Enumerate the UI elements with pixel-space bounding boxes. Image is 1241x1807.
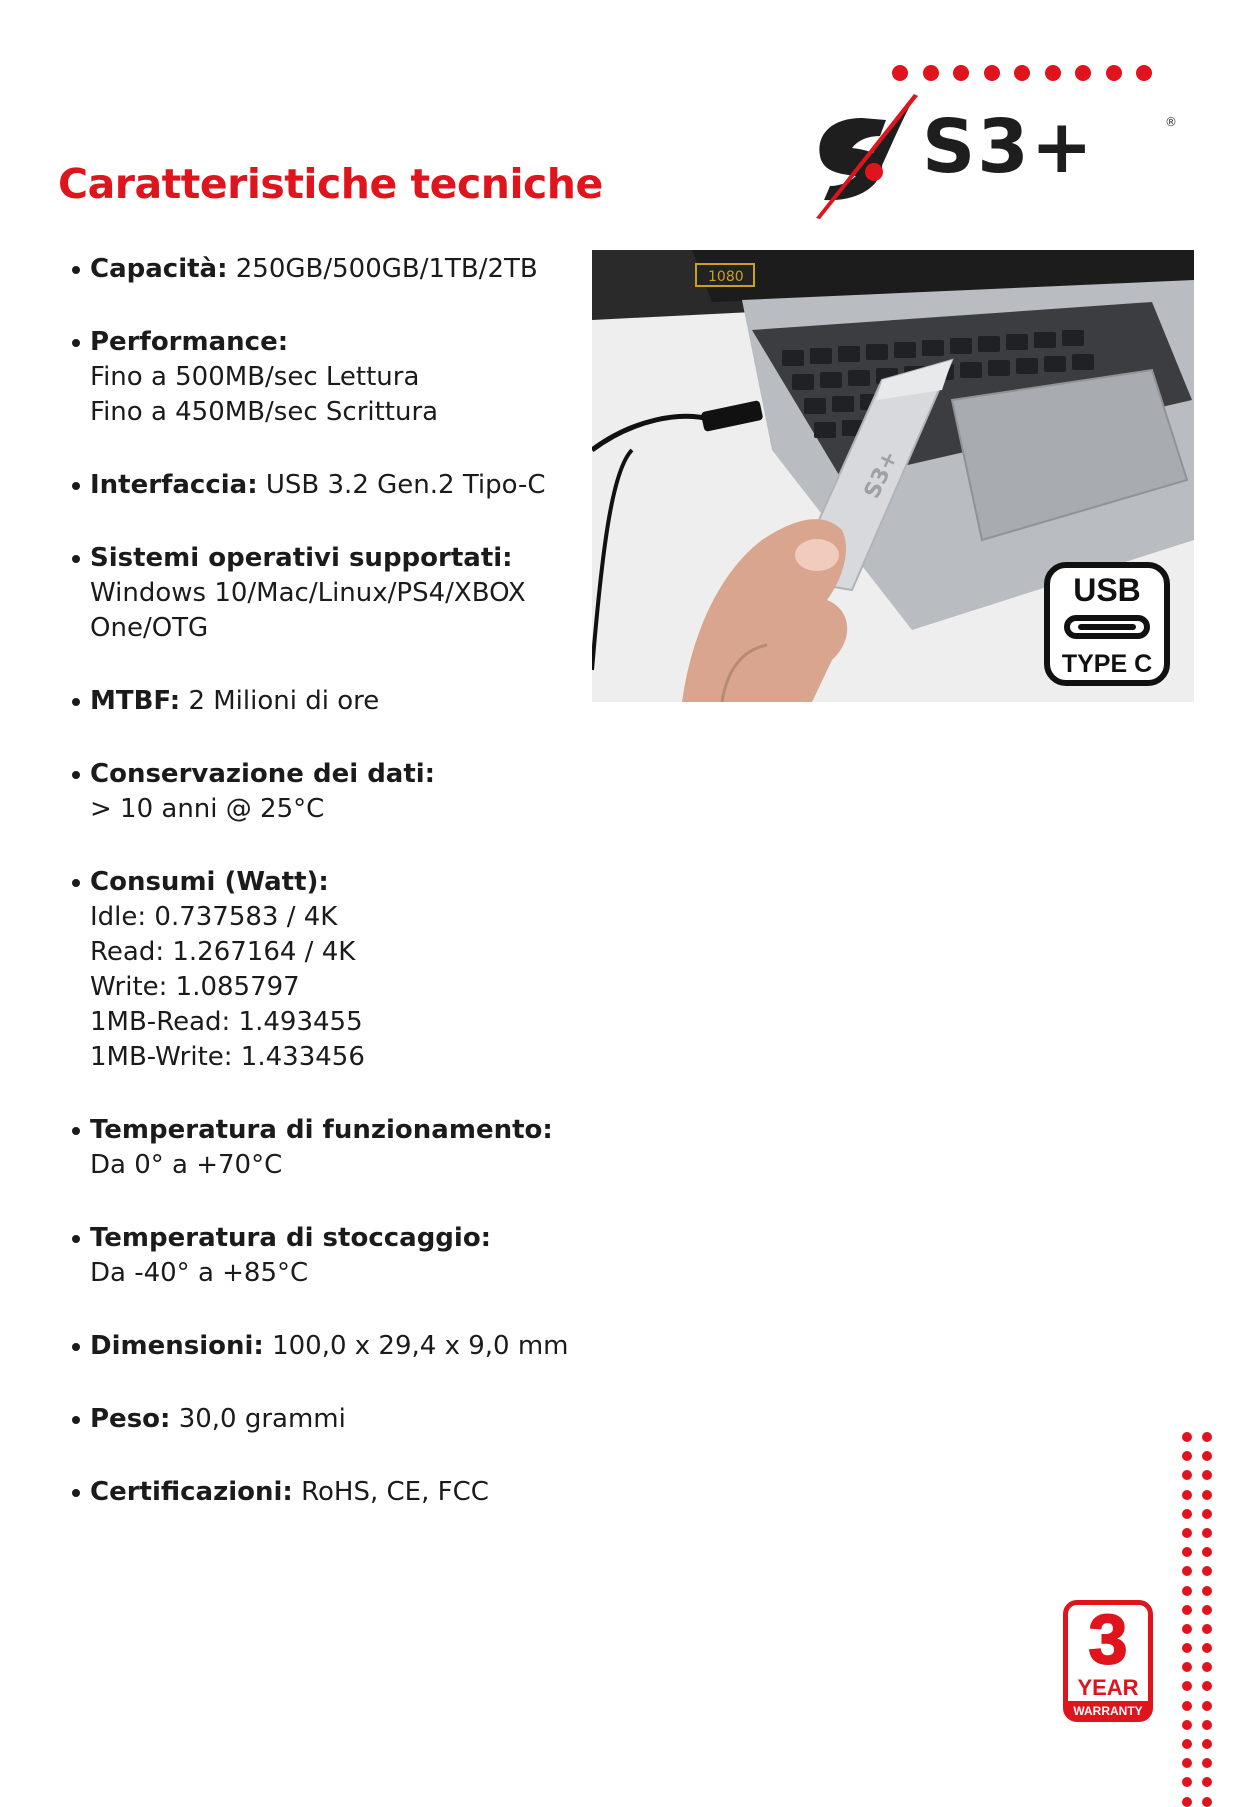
spec-label: Dimensioni: (90, 1331, 264, 1361)
spec-item-os (70, 541, 590, 646)
spec-value: 250GB/500GB/1TB/2TB (235, 254, 538, 284)
spec-label: Temperatura di funzionamento: (90, 1115, 553, 1145)
spec-value: Idle: 0.737583 / 4K (90, 902, 338, 932)
spec-value: Fino a 500MB/sec Lettura (90, 362, 420, 392)
spec-label: Peso: (90, 1404, 171, 1434)
product-photo (592, 250, 1194, 702)
spec-value: 100,0 x 29,4 x 9,0 mm (272, 1331, 569, 1361)
spec-value: 1MB-Write: 1.433456 (90, 1042, 365, 1072)
usb-type-c-badge (1044, 562, 1170, 686)
page-title: Caratteristiche tecniche (58, 160, 603, 208)
spec-value: > 10 anni @ 25°C (90, 794, 325, 824)
spec-item-capacity (70, 252, 590, 287)
spec-item-data-retention (70, 757, 590, 827)
spec-value: Da -40° a +85°C (90, 1258, 309, 1288)
spec-value: 30,0 grammi (178, 1404, 346, 1434)
spec-label: Performance: (90, 327, 289, 357)
logo-wordmark: S3+ (922, 104, 1095, 190)
warranty-badge (1063, 1600, 1153, 1722)
spec-value: Fino a 450MB/sec Scrittura (90, 397, 439, 427)
spec-label: MTBF: (90, 686, 181, 716)
usb-c-connector-icon (1064, 615, 1150, 639)
spec-item-dimensions (70, 1329, 590, 1364)
logo-dots (892, 65, 1152, 81)
decorative-dots (1182, 1432, 1214, 1807)
spec-item-certifications (70, 1475, 590, 1510)
spec-item-operating-temp (70, 1113, 590, 1183)
spec-item-mtbf (70, 684, 590, 719)
warranty-year: YEAR (1077, 1675, 1139, 1700)
spec-value: 2 Milioni di ore (188, 686, 380, 716)
spec-value: USB 3.2 Gen.2 Tipo-C (265, 470, 546, 500)
warranty-number: 3 (1088, 1600, 1128, 1678)
spec-label: Conservazione dei dati: (90, 759, 436, 789)
registered-mark: ® (1165, 115, 1177, 129)
spec-value: Da 0° a +70°C (90, 1150, 283, 1180)
spec-item-storage-temp (70, 1221, 590, 1291)
spec-item-power (70, 865, 590, 1075)
spec-value: Read: 1.267164 / 4K (90, 937, 356, 967)
usb-badge-top: USB (1073, 572, 1141, 608)
logo-swoosh-icon (810, 90, 920, 220)
brand-logo (810, 60, 1190, 220)
spec-label: Interfaccia: (90, 470, 258, 500)
spec-label: Capacità: (90, 254, 228, 284)
warranty-band: WARRANTY (1067, 1701, 1149, 1721)
spec-value: One/OTG (90, 613, 209, 643)
spec-list (70, 252, 590, 1548)
spec-value: RoHS, CE, FCC (301, 1477, 489, 1507)
spec-item-performance (70, 325, 590, 430)
laptop-sticker: 1080 (708, 269, 744, 285)
spec-label: Temperatura di stoccaggio: (90, 1223, 492, 1253)
spec-value: 1MB-Read: 1.493455 (90, 1007, 363, 1037)
spec-value: Windows 10/Mac/Linux/PS4/XBOX (90, 578, 526, 608)
spec-value: Write: 1.085797 (90, 972, 300, 1002)
spec-label: Certificazioni: (90, 1477, 293, 1507)
device-engraving: S3+ (859, 447, 904, 503)
spec-label: Sistemi operativi supportati: (90, 543, 513, 573)
usb-badge-bottom: TYPE C (1061, 650, 1153, 678)
spec-item-weight (70, 1402, 590, 1437)
spec-label: Consumi (Watt): (90, 867, 329, 897)
spec-item-interface (70, 468, 590, 503)
